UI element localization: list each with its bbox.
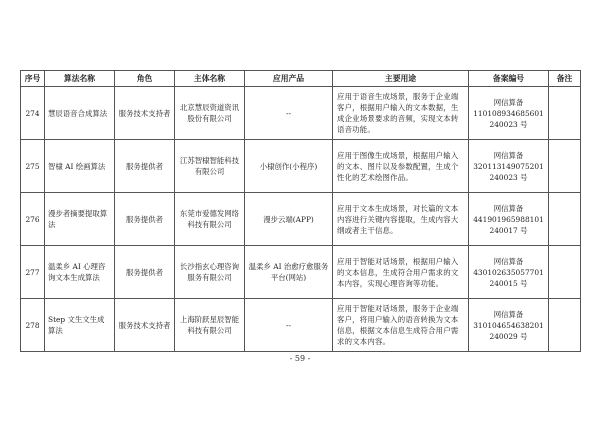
algorithm-filing-table	[20, 70, 581, 352]
cell-role: 服务提供者	[115, 246, 175, 299]
cell-entity: 江苏智棣智能科技有限公司	[175, 140, 245, 193]
header-seq: 序号	[21, 71, 45, 87]
cell-algorithm-name: 慧辰语音合成算法	[45, 87, 115, 140]
cell-algorithm-name: 智棣 AI 绘画算法	[45, 140, 115, 193]
cell-seq: 276	[21, 193, 45, 246]
cell-usage: 应用于智能对话场景，服务于企业端客户，将用户输入的语音转换为文本信息，根据文本信息生成符合用户需求的文本内容。	[333, 299, 469, 352]
cell-filing-number	[469, 87, 549, 140]
cell-role: 服务技术支持者	[115, 87, 175, 140]
cell-seq: 274	[21, 87, 45, 140]
cell-note	[549, 193, 581, 246]
header-algorithm-name: 算法名称	[45, 71, 115, 87]
cell-role: 服务提供者	[115, 193, 175, 246]
cell-usage: 应用于语音生成场景，服务于企业端客户，根据用户输入的文本数据，生成企业场景要求的音频，实现文本转语音功能。	[333, 87, 469, 140]
cell-entity: 东莞市爱德发网络科技有限公司	[175, 193, 245, 246]
cell-seq: 277	[21, 246, 45, 299]
cell-filing-number	[469, 193, 549, 246]
table-row	[21, 140, 581, 193]
cell-product: --	[245, 299, 333, 352]
cell-note	[549, 140, 581, 193]
cell-algorithm-name: 温柔乡 AI 心理咨询文本生成算法	[45, 246, 115, 299]
cell-entity: 北京慧辰资道资讯股份有限公司	[175, 87, 245, 140]
filing-prefix: 网信算备	[493, 203, 524, 213]
table-row	[21, 299, 581, 352]
cell-filing-number	[469, 246, 549, 299]
cell-note	[549, 299, 581, 352]
cell-product: 漫步云端(APP)	[245, 193, 333, 246]
filing-prefix: 网信算备	[493, 97, 524, 107]
cell-usage: 应用于文本生成场景，对长篇的文本内容进行关键内容提取，生成内容大纲或者主干信息。	[333, 193, 469, 246]
cell-note	[549, 87, 581, 140]
header-role: 角色	[115, 71, 175, 87]
cell-filing-number	[469, 140, 549, 193]
filing-suffix: 240015 号	[489, 278, 528, 288]
filing-prefix: 网信算备	[493, 309, 524, 319]
header-entity: 主体名称	[175, 71, 245, 87]
cell-usage: 应用于图像生成场景，根据用户输入的文本、图片以及参数配置，生成个性化的艺术绘图作品。	[333, 140, 469, 193]
filing-prefix: 网信算备	[493, 256, 524, 266]
header-usage: 主要用途	[333, 71, 469, 87]
cell-entity: 上海阶跃星辰智能科技有限公司	[175, 299, 245, 352]
header-filing-number: 备案编号	[469, 71, 549, 87]
cell-role: 服务技术支持者	[115, 299, 175, 352]
cell-algorithm-name: Step 文生文生成算法	[45, 299, 115, 352]
cell-usage: 应用于智能对话场景，根据用户输入的文本信息，生成符合用户需求的文本内容，实现心理咨询等功能。	[333, 246, 469, 299]
table-row	[21, 193, 581, 246]
table-header-row	[21, 71, 581, 87]
cell-role: 服务提供者	[115, 140, 175, 193]
filing-code: 110108934685601	[473, 108, 544, 118]
cell-seq: 278	[21, 299, 45, 352]
filing-code: 430102635057701	[473, 267, 544, 277]
cell-seq: 275	[21, 140, 45, 193]
filing-code: 441901965988101	[473, 214, 544, 224]
page-number: - 59 -	[289, 354, 311, 363]
cell-entity: 长沙指玄心理咨询服务有限公司	[175, 246, 245, 299]
filing-prefix: 网信算备	[493, 150, 524, 160]
cell-algorithm-name: 漫步者摘要提取算法	[45, 193, 115, 246]
cell-product: 温柔乡 AI 治愈疗愈服务平台(网站)	[245, 246, 333, 299]
filing-suffix: 240023 号	[489, 172, 528, 182]
filing-suffix: 240029 号	[489, 331, 528, 341]
filing-code: 320113149075201	[473, 161, 544, 171]
filing-suffix: 240023 号	[489, 119, 528, 129]
header-note: 备注	[549, 71, 581, 87]
cell-filing-number	[469, 299, 549, 352]
cell-note	[549, 246, 581, 299]
table-row	[21, 246, 581, 299]
table-row	[21, 87, 581, 140]
cell-product: --	[245, 87, 333, 140]
cell-product: 小棣创作(小程序)	[245, 140, 333, 193]
filing-suffix: 240017 号	[489, 225, 528, 235]
header-product: 应用产品	[245, 71, 333, 87]
filing-code: 310104654638201	[473, 320, 544, 330]
